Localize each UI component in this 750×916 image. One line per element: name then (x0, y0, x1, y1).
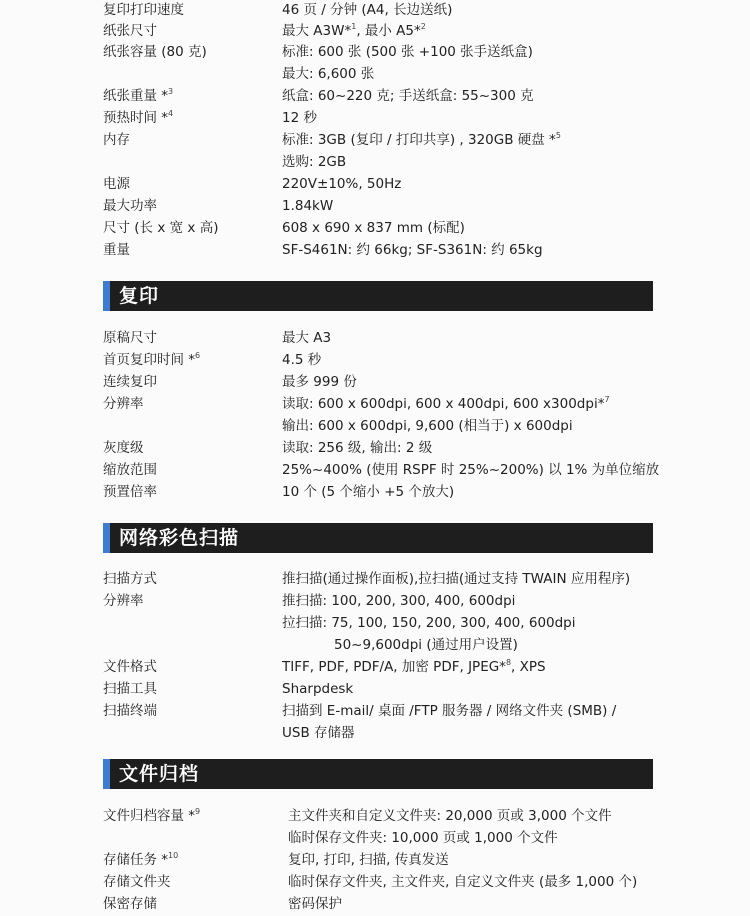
spec-label: 原稿尺寸 (103, 330, 157, 346)
spec-row (0, 41, 750, 63)
spec-row (0, 459, 750, 481)
spec-value: 输出: 600 x 600dpi, 9,600 (相当于) x 600dpi (282, 418, 573, 434)
spec-row (0, 217, 750, 239)
spec-row (0, 85, 750, 107)
spec-row (0, 173, 750, 195)
spec-row (0, 20, 750, 42)
spec-label: 保密存储 (103, 896, 157, 912)
spec-label: 文件格式 (103, 659, 157, 675)
spec-row (0, 893, 750, 915)
spec-value: 标准: 600 张 (500 张 +100 张手送纸盒) (282, 44, 533, 60)
spec-row (0, 437, 750, 459)
spec-value: USB 存储器 (282, 725, 355, 741)
spec-row (0, 393, 750, 415)
spec-value: 密码保护 (288, 896, 342, 912)
spec-value: 220V±10%, 50Hz (282, 176, 402, 192)
spec-value: 最大: 6,600 张 (282, 66, 375, 82)
spec-value: 拉扫描: 75, 100, 150, 200, 300, 400, 600dpi (282, 615, 576, 631)
spec-row (0, 151, 750, 173)
spec-value: 临时保存文件夹, 主文件夹, 自定义文件夹 (最多 1,000 个) (288, 874, 638, 890)
section-header-copy (103, 281, 653, 311)
spec-label: 文件归档容量 *$^9$ (103, 806, 201, 824)
spec-label: 纸张尺寸 (103, 23, 157, 39)
section-title: 复印 (119, 285, 160, 307)
spec-row (0, 415, 750, 437)
spec-value: 读取: 600 x 600dpi, 600 x 400dpi, 600 x300dpi*$^7$ (282, 394, 610, 412)
spec-row (0, 107, 750, 129)
spec-value: 1.84kW (282, 198, 334, 214)
spec-label: 灰度级 (103, 440, 144, 456)
spec-row (0, 700, 750, 722)
spec-row (0, 195, 750, 217)
spec-row (0, 678, 750, 700)
spec-value: 50~9,600dpi (通过用户设置) (334, 637, 518, 653)
spec-label: 首页复印时间 *$^6$ (103, 350, 201, 368)
spec-value: 46 页 / 分钟 (A4, 长边送纸) (282, 2, 453, 18)
spec-row (0, 805, 750, 827)
spec-value: 608 x 690 x 837 mm (标配) (282, 220, 465, 236)
spec-row (0, 239, 750, 261)
spec-row (0, 827, 750, 849)
spec-label: 分辨率 (103, 396, 144, 412)
spec-value: 纸盒: 60~220 克; 手送纸盒: 55~300 克 (282, 88, 534, 104)
spec-row (0, 568, 750, 590)
spec-value: 主文件夹和自定义文件夹: 20,000 页或 3,000 个文件 (288, 808, 612, 824)
section-header-scan (103, 523, 653, 553)
spec-value: 扫描到 E-mail/ 桌面 /FTP 服务器 / 网络文件夹 (SMB) / (282, 703, 617, 719)
spec-label: 最大功率 (103, 198, 157, 214)
spec-row (0, 849, 750, 871)
spec-label: 扫描工具 (103, 681, 157, 697)
spec-row (0, 590, 750, 612)
spec-value: 临时保存文件夹: 10,000 页或 1,000 个文件 (288, 830, 558, 846)
spec-label: 尺寸 (长 x 宽 x 高) (103, 220, 219, 236)
spec-value: 推扫描(通过操作面板),拉扫描(通过支持 TWAIN 应用程序) (282, 571, 631, 587)
spec-value: 最大 A3 (282, 330, 332, 346)
spec-row (0, 722, 750, 744)
spec-row (0, 871, 750, 893)
spec-label: 缩放范围 (103, 462, 157, 478)
spec-label: 扫描终端 (103, 703, 157, 719)
spec-value: 选购: 2GB (282, 154, 347, 170)
spec-label: 内存 (103, 132, 130, 148)
spec-label: 预热时间 *$^4$ (103, 108, 174, 126)
spec-value: Sharpdesk (282, 681, 354, 697)
spec-row (0, 327, 750, 349)
spec-value: 10 个 (5 个缩小 +5 个放大) (282, 484, 455, 500)
spec-value: 最多 999 份 (282, 374, 357, 390)
spec-value: 最大 A3W*$^1$, 最小 A5*$^2$ (282, 21, 426, 39)
spec-value: 标准: 3GB (复印 / 打印共享) , 320GB 硬盘 *$^5$ (282, 130, 561, 148)
spec-label: 分辨率 (103, 593, 144, 609)
spec-row (0, 371, 750, 393)
spec-value: 复印, 打印, 扫描, 传真发送 (288, 852, 449, 868)
spec-label: 复印打印速度 (103, 2, 184, 18)
spec-row (0, 0, 750, 21)
accent-bar (103, 281, 110, 311)
spec-value: 12 秒 (282, 110, 317, 126)
spec-label: 存储文件夹 (103, 874, 171, 890)
section-header-filing (103, 759, 653, 789)
spec-label: 存储任务 *$^{10}$ (103, 850, 179, 868)
accent-bar (103, 759, 110, 789)
spec-label: 连续复印 (103, 374, 157, 390)
section-title: 网络彩色扫描 (119, 527, 240, 549)
spec-row (0, 656, 750, 678)
spec-label: 纸张重量 *$^3$ (103, 86, 174, 104)
spec-value: 读取: 256 级, 输出: 2 级 (282, 440, 433, 456)
accent-bar (103, 523, 110, 553)
spec-row (0, 129, 750, 151)
spec-label: 电源 (103, 176, 130, 192)
spec-row (0, 612, 750, 634)
spec-label: 扫描方式 (103, 571, 157, 587)
spec-label: 预置倍率 (103, 484, 157, 500)
spec-row (0, 349, 750, 371)
spec-row (0, 634, 750, 656)
spec-row (0, 63, 750, 85)
spec-value: 推扫描: 100, 200, 300, 400, 600dpi (282, 593, 516, 609)
spec-row (0, 481, 750, 503)
spec-label: 重量 (103, 242, 130, 258)
spec-value: SF-S461N: 约 66kg; SF-S361N: 约 65kg (282, 242, 543, 258)
spec-value: TIFF, PDF, PDF/A, 加密 PDF, JPEG*$^8$, XPS (282, 657, 546, 675)
spec-value: 4.5 秒 (282, 352, 322, 368)
section-title: 文件归档 (119, 763, 200, 785)
spec-label: 纸张容量 (80 克) (103, 44, 207, 60)
spec-value: 25%~400% (使用 RSPF 时 25%~200%) 以 1% 为单位缩放 (282, 462, 660, 478)
